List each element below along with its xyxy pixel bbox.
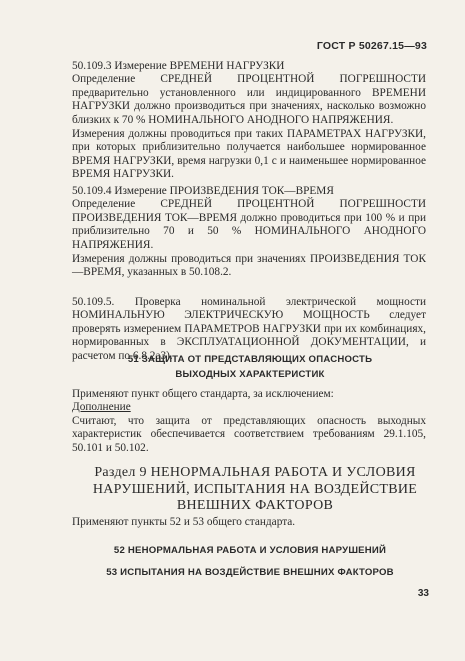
title-line: ВЫХОДНЫХ ХАРАКТЕРИСТИК	[175, 369, 325, 380]
paragraph: Считают, что защита от представляющих опасность выходных характеристик обеспечивается соответствием требованиям 29.1.105, 50.101 и 50.102.	[72, 414, 426, 454]
part-9-title	[60, 465, 450, 515]
addition-label: Дополнение	[72, 401, 131, 414]
title-line: 51 ЗАЩИТА ОТ ПРЕДСТАВЛЯЮЩИХ ОПАСНОСТЬ	[127, 354, 373, 365]
paragraph: Измерения должны проводиться при значениях ПРОИЗВЕДЕНИЯ ТОК—ВРЕМЯ, указанных в 50.108.2.	[72, 253, 426, 279]
section-52-title: 52 НЕНОРМАЛЬНАЯ РАБОТА И УСЛОВИЯ НАРУШЕНИЙ	[113, 545, 387, 556]
paragraph: Применяют пункты 52 и 53 общего стандарта.	[72, 516, 296, 528]
part-9-body	[72, 516, 426, 529]
title-line: НАРУШЕНИЙ, ИСПЫТАНИЯ НА ВОЗДЕЙСТВИЕ	[92, 481, 418, 497]
paragraph: 50.109.5. Проверка номинальной электрической мощности НОМИНАЛЬНУЮ ЭЛЕКТРИЧЕСКУЮ МОЩНОСТЬ следует проверять измерением ПАРАМЕТРОВ НАГРУЗКИ при их комбинациях, нормированных в ЭКСПЛУАТАЦИОННОЙ ДОКУМЕНТАЦИИ, и расчетом по 6.8.2а3).	[72, 296, 426, 362]
title-line: ВНЕШНИХ ФАКТОРОВ	[176, 498, 334, 513]
paragraph: Определение СРЕДНЕЙ ПРОЦЕНТНОЙ ПОГРЕШНОСТИ ПРОИЗВЕДЕНИЯ ТОК—ВРЕМЯ должно проводиться при 100 % и при приблизительно 70 и 50 % НОМИНАЛЬНОГО АНОДНОГО НАПРЯЖЕНИЯ.	[72, 198, 426, 251]
standard-header: ГОСТ Р 50267.15—93	[316, 40, 427, 52]
paragraph: Определение СРЕДНЕЙ ПРОЦЕНТНОЙ ПОГРЕШНОСТИ предварительно установленного или индицированного ВРЕМЕНИ НАГРУЗКИ должно производиться при значениях, насколько возможно близких к 70 % НОМИНАЛЬНОГО АНОДНОГО НАПРЯЖЕНИЯ.	[72, 73, 426, 126]
page-number: 33	[417, 588, 429, 599]
section-50-109-4	[72, 185, 426, 280]
section-51-body	[72, 388, 426, 455]
title-line: Раздел 9 НЕНОРМАЛЬНАЯ РАБОТА И УСЛОВИЯ	[94, 465, 416, 480]
section-50-109-3	[72, 60, 426, 182]
paragraph: Применяют пункт общего стандарта, за исключением:	[72, 388, 334, 400]
section-51-title	[60, 352, 440, 382]
section-heading: 50.109.4 Измерение ПРОИЗВЕДЕНИЯ ТОК—ВРЕМЯ	[72, 185, 334, 197]
section-heading: 50.109.3 Измерение ВРЕМЕНИ НАГРУЗКИ	[72, 60, 285, 72]
section-53-title: 53 ИСПЫТАНИЯ НА ВОЗДЕЙСТВИЕ ВНЕШНИХ ФАКТОРОВ	[106, 567, 394, 578]
paragraph: Измерения должны проводиться при таких ПАРАМЕТРАХ НАГРУЗКИ, при которых приблизительно получается наибольшее нормированное ВРЕМЯ НАГРУЗКИ, время нагрузки 0,1 с и наименьшее нормированное ВРЕМЯ НАГРУЗКИ.	[72, 128, 426, 181]
